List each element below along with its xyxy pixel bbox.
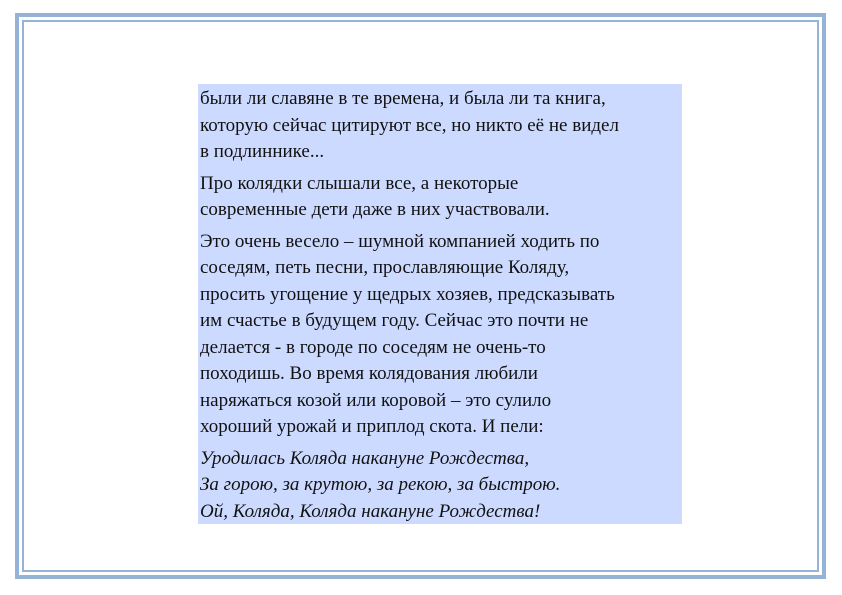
- paragraph-3: Это очень весело – шумной компанией ходить по соседям, петь песни, прославляющие Коляду, просить угощение у щедрых хозяев, предсказывать им счастье в будущем году. Сейчас это почти не делается - в городе по соседям не очень-то походишь. Во время колядования любили наряжаться козой или коровой – это сулило хороший урожай и приплод скота. И пели:: [200, 230, 615, 437]
- paragraph-2: Про колядки слышали все, а некоторые современные дети даже в них участвовали.: [200, 172, 550, 220]
- text-box: [198, 84, 682, 524]
- poem: Уродилась Коляда накануне Рождества, За горою, за крутою, за рекою, за быстрою. Ой, Коляда, Коляда накануне Рождества!: [200, 447, 561, 522]
- paragraph-1: были ли славяне в те времена, и была ли та книга, которую сейчас цитируют все, но никто её не видел в подлиннике...: [200, 88, 619, 162]
